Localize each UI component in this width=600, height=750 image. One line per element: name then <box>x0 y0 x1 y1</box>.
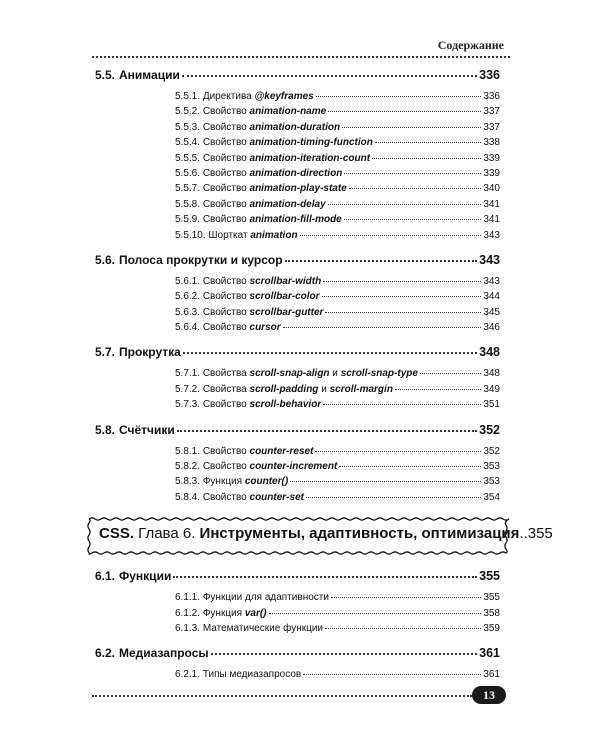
property-name: animation-iteration-count <box>249 152 371 164</box>
section-heading[interactable] <box>95 423 500 441</box>
subsection-number: 5.5.7. <box>175 183 201 195</box>
table-of-contents <box>95 68 553 693</box>
subsection-label: Свойства <box>202 368 250 380</box>
subsection-entry[interactable] <box>95 122 500 137</box>
subsection-number: 6.1.2. <box>175 607 201 619</box>
subsection-title <box>175 230 298 241</box>
section-page: 348 <box>479 345 500 360</box>
subsection-label: Математические функции <box>202 622 323 634</box>
header-divider <box>92 56 510 58</box>
dot-leader <box>395 389 481 390</box>
subsection-label: Функция <box>202 607 245 619</box>
subsection-title <box>175 183 347 194</box>
subsection-conjunction: и <box>318 383 330 395</box>
subsection-page: 337 <box>483 121 500 133</box>
section-name: Счётчики <box>119 422 175 437</box>
property-name: scrollbar-width <box>249 275 322 287</box>
subsection-number: 5.5.9. <box>175 214 201 226</box>
subsection-page: 358 <box>483 607 500 619</box>
subsection-number: 6.1.1. <box>175 592 201 604</box>
subsection-number: 5.5.4. <box>175 137 201 149</box>
section-name: Полоса прокрутки и курсор <box>119 252 283 267</box>
dot-leader <box>323 404 481 405</box>
subsection-entry[interactable] <box>95 199 500 214</box>
subsection-title <box>175 399 321 410</box>
subsection-entry[interactable] <box>95 153 500 168</box>
dot-leader <box>328 204 482 205</box>
toc-part-chapter-5 <box>95 68 500 507</box>
subsection-label: Свойство <box>202 214 250 226</box>
dot-leader <box>269 613 482 614</box>
subsection-page: 359 <box>483 622 500 634</box>
chapter-banner <box>85 515 553 557</box>
section-heading[interactable] <box>95 569 500 587</box>
subsection-label: Свойство <box>202 121 250 133</box>
toc-section <box>95 345 500 414</box>
property-name: cursor <box>249 322 281 334</box>
property-name: scrollbar-gutter <box>249 306 324 318</box>
property-name: scroll-snap-type <box>340 368 418 380</box>
subsection-title <box>175 492 304 503</box>
subsection-entry[interactable] <box>95 230 500 245</box>
subsection-label: Свойство <box>202 275 250 287</box>
property-name: counter-increment <box>249 461 338 473</box>
subsection-entry[interactable] <box>95 291 500 306</box>
subsection-number: 5.8.4. <box>175 491 201 503</box>
section-name: Анимации <box>119 68 180 82</box>
subsection-number: 5.5.2. <box>175 106 201 118</box>
subsection-title <box>175 307 323 318</box>
property-name: animation-delay <box>249 198 326 210</box>
property-name: scrollbar-color <box>249 291 320 303</box>
subsection-entry[interactable] <box>95 137 500 152</box>
dot-leader <box>177 430 477 432</box>
subsection-page: 337 <box>483 106 500 118</box>
subsection-label: Свойство <box>202 491 250 503</box>
subsection-entry[interactable] <box>95 307 500 322</box>
subsection-title <box>175 291 320 302</box>
subsection-title <box>175 592 329 603</box>
page-number-badge: 13 <box>472 686 506 704</box>
subsection-label: Типы медиазапросов <box>202 669 302 681</box>
subsection-number: 6.1.3. <box>175 622 201 634</box>
footer-divider <box>92 695 472 697</box>
chapter-prefix: CSS. <box>99 525 135 543</box>
subsection-label: Свойство <box>202 306 250 318</box>
subsection-title <box>175 623 323 634</box>
property-name: scroll-margin <box>329 383 393 395</box>
dot-leader <box>322 296 482 297</box>
subsection-title <box>175 137 373 148</box>
subsection-page: 338 <box>483 137 500 149</box>
toc-section <box>95 423 500 508</box>
section-heading[interactable] <box>95 68 500 86</box>
subsection-entry[interactable] <box>95 106 500 121</box>
subsection-title <box>175 168 342 179</box>
property-name: scroll-snap-align <box>249 368 330 380</box>
subsection-entry[interactable] <box>95 276 500 291</box>
section-title: 5.7. <box>95 345 116 360</box>
dot-leader <box>283 327 482 328</box>
dot-leader <box>372 158 481 159</box>
subsection-number: 5.6.4. <box>175 322 201 334</box>
subsection-entry[interactable] <box>95 592 500 607</box>
subsection-title <box>175 608 267 619</box>
dot-leader <box>173 576 477 578</box>
subsection-title <box>175 669 301 680</box>
subsection-page: 339 <box>483 167 500 179</box>
subsection-number: 6.2.1. <box>175 669 201 681</box>
subsection-label: Свойство <box>202 137 250 149</box>
section-name: Прокрутка <box>119 345 181 360</box>
subsection-number: 5.7.2. <box>175 383 201 395</box>
subsection-entry[interactable] <box>95 669 500 684</box>
subsection-entry[interactable] <box>95 214 500 229</box>
dot-leader <box>183 352 477 354</box>
toc-section <box>95 68 500 245</box>
subsection-entry[interactable] <box>95 322 500 337</box>
subsection-number: 5.5.10. <box>175 229 206 241</box>
subsection-label: Свойство <box>202 198 250 210</box>
property-name: animation-duration <box>249 121 341 133</box>
subsection-page: 355 <box>483 592 500 604</box>
subsection-page: 341 <box>483 198 500 210</box>
subsection-conjunction: и <box>329 368 341 380</box>
section-page: 336 <box>479 68 500 82</box>
property-name: counter-reset <box>249 445 314 457</box>
subsection-label: Свойство <box>202 152 250 164</box>
subsection-number: 5.6.2. <box>175 291 201 303</box>
subsection-title <box>175 153 370 164</box>
subsection-number: 5.7.3. <box>175 399 201 411</box>
toc-part-chapter-6 <box>95 569 500 685</box>
subsection-entry[interactable] <box>95 183 500 198</box>
subsection-label: Директива <box>202 91 255 102</box>
subsection-entry[interactable] <box>95 492 500 507</box>
subsection-label: Свойства <box>202 383 250 395</box>
subsection-page: 336 <box>483 91 500 102</box>
subsection-page: 361 <box>483 669 500 681</box>
subsection-title <box>175 461 337 472</box>
chapter-dots: .. <box>519 525 528 543</box>
dot-leader <box>300 235 482 236</box>
dot-leader <box>182 75 477 77</box>
dot-leader <box>325 312 481 313</box>
property-name: animation <box>250 229 298 241</box>
subsection-number: 5.8.1. <box>175 445 201 457</box>
chapter-page: 355 <box>527 525 553 543</box>
dot-leader <box>344 173 481 174</box>
subsection-page: 341 <box>483 214 500 226</box>
section-page: 352 <box>479 422 500 437</box>
property-name: animation-fill-mode <box>249 214 342 226</box>
subsection-page: 339 <box>483 152 500 164</box>
section-page: 361 <box>479 646 500 661</box>
subsection-page: 343 <box>483 229 500 241</box>
subsection-page: 345 <box>483 306 500 318</box>
section-title: 5.6. <box>95 252 116 267</box>
subsection-title <box>175 106 326 117</box>
subsection-number: 5.5.8. <box>175 198 201 210</box>
subsection-number: 5.5.6. <box>175 167 201 179</box>
subsection-number: 5.8.3. <box>175 476 201 488</box>
running-header: Содержание <box>437 38 504 52</box>
chapter-name: Инструменты, адаптивность, оптимизация <box>199 525 520 543</box>
dot-leader <box>325 628 481 629</box>
subsection-page: 348 <box>483 368 500 380</box>
toc-section <box>95 253 500 338</box>
subsection-label: Свойство <box>202 399 250 411</box>
section-page: 355 <box>479 569 500 584</box>
dot-leader <box>339 466 481 467</box>
property-name: scroll-behavior <box>249 399 322 411</box>
subsection-page: 353 <box>483 461 500 473</box>
dot-leader <box>285 260 478 262</box>
subsection-page: 344 <box>483 291 500 303</box>
property-name: animation-direction <box>249 167 343 179</box>
subsection-page: 352 <box>483 445 500 457</box>
subsection-title <box>175 322 281 333</box>
section-heading[interactable] <box>95 345 500 363</box>
subsection-entry[interactable] <box>95 461 500 476</box>
property-name: counter-set <box>249 491 304 503</box>
subsection-entry[interactable] <box>95 476 500 491</box>
subsection-entry[interactable] <box>95 91 500 106</box>
subsection-number: 5.5.1. <box>175 91 201 102</box>
dot-leader <box>328 111 481 112</box>
subsection-entry[interactable] <box>95 399 500 414</box>
subsection-page: 343 <box>483 275 500 287</box>
dot-leader <box>316 96 482 97</box>
toc-section <box>95 569 500 638</box>
property-name: scroll-padding <box>249 383 319 395</box>
subsection-entry[interactable] <box>95 168 500 183</box>
subsection-label: Свойство <box>202 445 250 457</box>
dot-leader <box>306 497 481 498</box>
subsection-title <box>175 91 314 102</box>
subsection-label: Шорткат <box>208 229 251 241</box>
subsection-title <box>175 214 342 225</box>
dot-leader <box>375 142 481 143</box>
subsection-title <box>175 368 418 379</box>
property-name: counter() <box>244 476 289 488</box>
subsection-title <box>175 446 313 457</box>
subsection-label: Свойство <box>202 167 250 179</box>
property-name: animation-name <box>249 106 327 118</box>
subsection-page: 354 <box>483 491 500 503</box>
subsection-number: 5.6.1. <box>175 275 201 287</box>
dot-leader <box>323 281 481 282</box>
subsection-number: 5.7.1. <box>175 368 201 380</box>
subsection-title <box>175 476 288 487</box>
subsection-label: Свойство <box>202 322 250 334</box>
subsection-page: 351 <box>483 399 500 411</box>
subsection-page: 353 <box>483 476 500 488</box>
section-heading[interactable] <box>95 646 500 664</box>
subsection-number: 5.5.3. <box>175 121 201 133</box>
dot-leader <box>303 674 481 675</box>
dot-leader <box>342 127 481 128</box>
section-title: 6.1. <box>95 569 116 584</box>
subsection-title <box>175 199 326 210</box>
section-title: 5.5. <box>95 68 116 82</box>
subsection-title <box>175 384 393 395</box>
property-name: @keyframes <box>254 91 314 102</box>
section-name: Медиазапросы <box>119 646 209 661</box>
dot-leader <box>331 597 481 598</box>
section-heading[interactable] <box>95 253 500 271</box>
property-name: var() <box>244 607 267 619</box>
subsection-label: Свойство <box>202 183 250 195</box>
dot-leader <box>290 481 481 482</box>
section-title: 5.8. <box>95 422 116 437</box>
subsection-label: Функции для адаптивности <box>202 592 329 604</box>
subsection-entry[interactable] <box>95 623 500 638</box>
subsection-label: Свойство <box>202 461 250 473</box>
toc-section <box>95 646 500 684</box>
subsection-number: 5.5.5. <box>175 152 201 164</box>
property-name: animation-timing-function <box>249 137 373 149</box>
chapter-title <box>99 525 553 542</box>
dot-leader <box>344 219 482 220</box>
section-title: 6.2. <box>95 646 116 661</box>
property-name: animation-play-state <box>249 183 347 195</box>
subsection-entry[interactable] <box>95 446 500 461</box>
chapter-label: Глава 6. <box>134 525 200 543</box>
subsection-number: 5.8.2. <box>175 461 201 473</box>
subsection-entry[interactable] <box>95 384 500 399</box>
dot-leader <box>315 451 481 452</box>
subsection-page: 346 <box>483 322 500 334</box>
subsection-label: Свойство <box>202 106 250 118</box>
subsection-page: 340 <box>483 183 500 195</box>
subsection-label: Свойство <box>202 291 250 303</box>
subsection-label: Функция <box>202 476 245 488</box>
dot-leader <box>420 373 481 374</box>
section-name: Функции <box>119 569 172 584</box>
subsection-title <box>175 122 340 133</box>
dot-leader <box>211 653 477 655</box>
dot-leader <box>349 188 482 189</box>
subsection-entry[interactable] <box>95 368 500 383</box>
subsection-page: 349 <box>483 383 500 395</box>
subsection-entry[interactable] <box>95 608 500 623</box>
subsection-title <box>175 276 321 287</box>
section-page: 343 <box>479 252 500 267</box>
subsection-number: 5.6.3. <box>175 306 201 318</box>
